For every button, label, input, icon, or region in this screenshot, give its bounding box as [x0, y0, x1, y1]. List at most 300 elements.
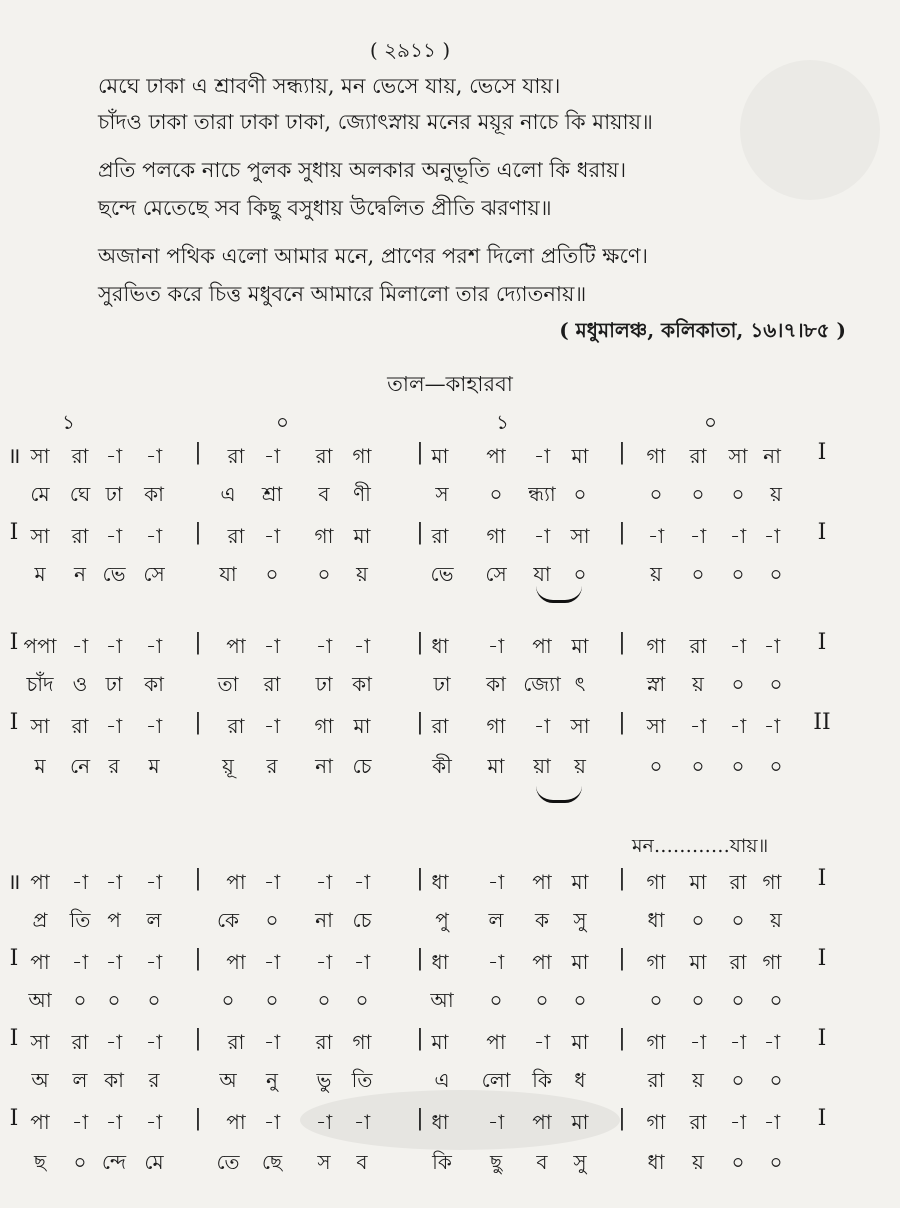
lyric-syllable: ০ — [221, 988, 235, 1012]
lyric-syllable: আ — [430, 988, 454, 1012]
lyric-syllable: ন্দে — [101, 1150, 127, 1174]
notation-row — [0, 1104, 900, 1142]
lyric-syllable: ভু — [316, 1068, 332, 1092]
swara-note: -া — [105, 634, 123, 658]
lyric-syllable: ব — [536, 1150, 548, 1174]
end-barline: I — [817, 946, 827, 971]
swara-note: রা — [227, 444, 245, 468]
barline: | — [194, 520, 202, 545]
swara-note: পা — [30, 870, 50, 894]
lyric-syllable: ০ — [769, 988, 783, 1012]
swara-note: -া — [689, 1030, 707, 1054]
lyric-syllable: আ — [28, 988, 52, 1012]
barline: | — [618, 946, 626, 971]
swara-note: -া — [729, 634, 747, 658]
swara-note: পা — [532, 870, 552, 894]
lyric-syllable: ০ — [731, 482, 745, 506]
lyric-syllable: ০ — [573, 988, 587, 1012]
end-barline: I — [817, 1106, 827, 1131]
swara-note: রা — [689, 634, 707, 658]
lyric-syllable: প — [107, 908, 121, 932]
swara-note: -া — [689, 714, 707, 738]
lyric-syllable: ঢা — [105, 482, 123, 506]
swara-note: -া — [105, 870, 123, 894]
start-barline: I — [9, 946, 19, 971]
lyric-line: চাঁদও ঢাকা তারা ঢাকা ঢাকা, জ্যোৎস্নায় মনের ময়ূর নাচে কি মায়ায়॥ — [98, 110, 653, 134]
swara-note: মা — [571, 1030, 589, 1054]
lyric-syllable: পু — [435, 908, 449, 932]
lyric-syllable: ন্ধ্যা — [528, 482, 556, 506]
lyric-syllable: তা — [217, 672, 239, 696]
end-barline: I — [817, 630, 827, 655]
swara-note: -া — [315, 870, 333, 894]
swara-note: -া — [263, 1110, 281, 1134]
barline: | — [194, 440, 202, 465]
swara-note: -া — [353, 870, 371, 894]
lyric-syllable: মে — [144, 1150, 164, 1174]
swara-note: গা — [352, 444, 372, 468]
swara-note: গা — [486, 524, 506, 548]
lyric-syllable: ০ — [691, 482, 705, 506]
lyric-syllable-row — [0, 1144, 900, 1182]
beat-marker: ১ — [496, 410, 509, 434]
lyric-syllable: এ — [220, 482, 236, 506]
taal-heading: তাল—কাহারবা — [387, 372, 513, 396]
lyric-syllable: র — [108, 754, 120, 778]
barline: | — [416, 710, 424, 735]
swara-note: -া — [71, 870, 89, 894]
swara-note: -া — [263, 950, 281, 974]
barline: | — [618, 710, 626, 735]
lyric-syllable: এ — [434, 1068, 450, 1092]
barline: | — [416, 866, 424, 891]
swara-note: মা — [689, 950, 707, 974]
lyric-syllable: ০ — [265, 908, 279, 932]
swara-note: গা — [486, 714, 506, 738]
swara-note: গা — [762, 950, 782, 974]
swara-note: -া — [353, 950, 371, 974]
swara-note: গা — [314, 714, 334, 738]
barline: | — [416, 440, 424, 465]
start-barline: ॥ — [7, 870, 21, 895]
lyric-syllable: ম — [34, 754, 46, 778]
lyric-syllable: ঢা — [105, 672, 123, 696]
barline: | — [618, 520, 626, 545]
lyric-syllable: ধা — [647, 1150, 665, 1174]
swara-note: সা — [570, 714, 590, 738]
lyric-syllable: স — [317, 1150, 331, 1174]
swara-note: রা — [729, 950, 747, 974]
swara-note: পা — [30, 950, 50, 974]
lyric-syllable: ০ — [147, 988, 161, 1012]
lyric-syllable: চে — [352, 754, 372, 778]
barline: | — [416, 1026, 424, 1051]
swara-note: -া — [105, 524, 123, 548]
lyric-syllable: য়ূ — [222, 754, 234, 778]
swara-note: গা — [314, 524, 334, 548]
lyric-syllable: কী — [432, 754, 452, 778]
swara-note: -া — [689, 524, 707, 548]
lyric-syllable: কা — [104, 1068, 124, 1092]
lyric-syllable: ০ — [573, 482, 587, 506]
beat-marker: ০ — [704, 410, 718, 434]
lyric-syllable: ভে — [430, 562, 454, 586]
swara-note: -া — [729, 714, 747, 738]
lyric-syllable: ০ — [731, 672, 745, 696]
lyric-line: অজানা পথিক এলো আমার মনে, প্রাণের পরশ দিলো প্রতিটি ক্ষণে। — [98, 244, 649, 268]
lyric-syllable: ব — [318, 482, 330, 506]
lyric-line: প্রতি পলকে নাচে পুলক সুধায় অলকার অনুভূতি এলো কি ধরায়। — [98, 158, 627, 182]
lyric-syllable: ০ — [489, 988, 503, 1012]
lyric-syllable: ল — [488, 908, 504, 932]
lyric-syllable: ০ — [355, 988, 369, 1012]
swara-note: সা — [30, 1030, 50, 1054]
swara-note: -া — [263, 714, 281, 738]
start-barline: ॥ — [7, 444, 21, 469]
lyric-syllable: ল — [72, 1068, 88, 1092]
lyric-syllable: ম — [148, 754, 160, 778]
swara-note: -া — [263, 634, 281, 658]
barline: | — [416, 520, 424, 545]
lyric-syllable: ০ — [649, 754, 663, 778]
barline: | — [416, 946, 424, 971]
swara-note: -া — [353, 1110, 371, 1134]
lyric-syllable: ০ — [731, 754, 745, 778]
lyric-syllable: স — [435, 482, 449, 506]
lyric-syllable: ০ — [107, 988, 121, 1012]
lyric-syllable: ০ — [649, 988, 663, 1012]
lyric-syllable: ঢা — [315, 672, 333, 696]
lyric-syllable: কা — [486, 672, 506, 696]
lyric-syllable: ঘে — [69, 482, 91, 506]
lyric-syllable: রা — [263, 672, 281, 696]
lyric-syllable-row — [0, 982, 900, 1020]
lyric-syllable: কা — [352, 672, 372, 696]
lyric-syllable: য় — [692, 1068, 704, 1092]
swara-note: ধা — [431, 870, 449, 894]
swara-note: সা — [30, 524, 50, 548]
lyric-syllable: ০ — [769, 562, 783, 586]
lyric-syllable-row — [0, 666, 900, 704]
swara-note: পা — [532, 634, 552, 658]
swara-note: -া — [145, 950, 163, 974]
lyric-syllable: ০ — [573, 562, 587, 586]
start-barline: I — [9, 710, 19, 735]
lyric-syllable: সু — [573, 1150, 587, 1174]
swara-note: ধা — [431, 950, 449, 974]
swara-note: গা — [646, 1030, 666, 1054]
lyric-syllable: যা — [219, 562, 237, 586]
swara-note: -া — [105, 1030, 123, 1054]
lyric-syllable: য় — [692, 1150, 704, 1174]
swara-note: গা — [646, 950, 666, 974]
barline: | — [194, 1106, 202, 1131]
end-barline: I — [817, 1026, 827, 1051]
swara-note: -া — [763, 634, 781, 658]
swara-note: রা — [227, 714, 245, 738]
swara-note: রা — [431, 524, 449, 548]
lyric-syllable: য় — [356, 562, 368, 586]
swara-note: মা — [353, 524, 371, 548]
swara-note: -া — [105, 1110, 123, 1134]
lyric-syllable: য়া — [533, 754, 551, 778]
swara-note: মা — [571, 1110, 589, 1134]
swara-note: গা — [646, 634, 666, 658]
barline: | — [618, 1106, 626, 1131]
lyric-syllable: ০ — [691, 754, 705, 778]
lyric-syllable: ভে — [102, 562, 126, 586]
lyric-syllable: স্না — [646, 672, 666, 696]
swara-note: গা — [646, 1110, 666, 1134]
swara-note: -া — [263, 1030, 281, 1054]
swara-note: পা — [532, 950, 552, 974]
lyric-syllable: ০ — [769, 672, 783, 696]
lyric-syllable: ব — [356, 1150, 368, 1174]
lyric-syllable: ০ — [489, 482, 503, 506]
swara-note: -া — [729, 1030, 747, 1054]
swara-note: -া — [71, 634, 89, 658]
swara-note: -া — [763, 524, 781, 548]
lyric-syllable: ০ — [769, 1150, 783, 1174]
lyric-syllable: তে — [216, 1150, 240, 1174]
swara-note: -া — [263, 444, 281, 468]
swara-note: মা — [571, 634, 589, 658]
lyric-syllable: মা — [487, 754, 505, 778]
lyric-syllable: সে — [485, 562, 507, 586]
swara-note: মা — [431, 1030, 449, 1054]
swara-note: রা — [315, 1030, 333, 1054]
swara-note: -া — [145, 444, 163, 468]
swara-note: মা — [353, 714, 371, 738]
swara-note: পা — [226, 950, 246, 974]
swara-note: -া — [353, 634, 371, 658]
swara-note: -া — [105, 714, 123, 738]
start-barline: I — [9, 520, 19, 545]
swara-note: রা — [689, 444, 707, 468]
barline: | — [416, 1106, 424, 1131]
lyric-syllable: ০ — [769, 754, 783, 778]
lyric-syllable: ০ — [731, 988, 745, 1012]
page-number: ( ২৯১১ ) — [369, 38, 451, 62]
swara-note: রা — [227, 524, 245, 548]
lyric-syllable: ৎ — [574, 672, 586, 696]
lyric-syllable: ন — [74, 562, 86, 586]
swara-note: -া — [533, 524, 551, 548]
lyric-syllable: সে — [143, 562, 165, 586]
swara-note: -া — [145, 1110, 163, 1134]
lyric-syllable: লো — [481, 1068, 511, 1092]
lyric-syllable: ০ — [265, 988, 279, 1012]
lyric-syllable: য় — [770, 908, 782, 932]
swara-note: সা — [30, 714, 50, 738]
barline: | — [194, 630, 202, 655]
swara-note: পা — [30, 1110, 50, 1134]
swara-note: -া — [71, 1110, 89, 1134]
swara-note: -া — [763, 1030, 781, 1054]
barline: | — [194, 710, 202, 735]
swara-note: পা — [486, 1030, 506, 1054]
swara-note: রা — [689, 1110, 707, 1134]
lyric-syllable: ধ — [574, 1068, 586, 1092]
barline: | — [618, 1026, 626, 1051]
swara-note: পা — [226, 1110, 246, 1134]
swara-note: -া — [145, 1030, 163, 1054]
lyric-syllable: নে — [69, 754, 91, 778]
lyric-line: মেঘে ঢাকা এ শ্রাবণী সন্ধ্যায়, মন ভেসে যায়, ভেসে যায়। — [98, 74, 561, 98]
barline: | — [194, 1026, 202, 1051]
barline: | — [416, 630, 424, 655]
swara-note: মা — [689, 870, 707, 894]
lyric-syllable: ক — [535, 908, 549, 932]
lyric-syllable-row — [0, 748, 900, 786]
lyric-syllable-row — [0, 1062, 900, 1100]
barline: | — [618, 440, 626, 465]
lyric-syllable: চে — [352, 908, 372, 932]
end-barline: I — [817, 866, 827, 891]
swara-note: -া — [533, 714, 551, 738]
lyric-syllable: য় — [770, 482, 782, 506]
swara-note: পা — [226, 634, 246, 658]
swara-note: -া — [729, 524, 747, 548]
slur-mark — [536, 586, 582, 603]
barline: | — [194, 946, 202, 971]
swara-note: গা — [646, 870, 666, 894]
lyric-syllable: য় — [574, 754, 586, 778]
lyric-syllable: ০ — [73, 1150, 87, 1174]
lyric-syllable: ০ — [535, 988, 549, 1012]
lyric-syllable: ০ — [317, 562, 331, 586]
swara-note: রা — [71, 444, 89, 468]
lyric-syllable: না — [315, 754, 333, 778]
lyric-syllable: রা — [647, 1068, 665, 1092]
end-barline: I — [817, 440, 827, 465]
lyric-syllable: ছু — [489, 1150, 503, 1174]
lyric-line: সুরভিত করে চিত্ত মধুবনে আমারে মিলালো তার দ্যোতনায়॥ — [98, 282, 587, 306]
swara-note: -া — [487, 870, 505, 894]
swara-note: -া — [105, 950, 123, 974]
swara-note: না — [763, 444, 781, 468]
swara-note: পপা — [23, 634, 57, 658]
start-barline: I — [9, 1026, 19, 1051]
lyric-syllable: ছে — [261, 1150, 283, 1174]
lyric-syllable: ণী — [353, 482, 371, 506]
lyric-syllable: ০ — [731, 562, 745, 586]
swara-note: ধা — [431, 634, 449, 658]
lyric-syllable: ০ — [731, 1068, 745, 1092]
lyric-syllable-row — [0, 476, 900, 514]
swara-note: পা — [486, 444, 506, 468]
swara-note: -া — [533, 1030, 551, 1054]
swara-note: সা — [646, 714, 666, 738]
lyric-syllable-row — [0, 902, 900, 940]
swara-note: -া — [763, 714, 781, 738]
lyric-syllable: কা — [144, 672, 164, 696]
swara-note: মা — [431, 444, 449, 468]
lyric-syllable: জ্যো — [523, 672, 561, 696]
swara-note: -া — [487, 1110, 505, 1134]
lyric-syllable: ০ — [769, 1068, 783, 1092]
lyric-syllable: ০ — [691, 562, 705, 586]
lyric-syllable: ও — [72, 672, 88, 696]
lyric-syllable: যা — [533, 562, 551, 586]
start-barline: I — [9, 1106, 19, 1131]
swara-note: রা — [71, 1030, 89, 1054]
source-citation: ( মধুমালঞ্চ, কলিকাতা, ১৬।৭।৮৫ ) — [559, 318, 846, 342]
swara-note: রা — [71, 524, 89, 548]
swara-note: -া — [729, 1110, 747, 1134]
swara-note: সা — [570, 524, 590, 548]
lyric-syllable: চাঁদ — [26, 672, 54, 696]
lyric-syllable: কে — [216, 908, 240, 932]
lyric-syllable: ০ — [317, 988, 331, 1012]
barline: | — [618, 866, 626, 891]
lyric-syllable: র — [266, 754, 278, 778]
lyric-syllable: শ্রা — [261, 482, 283, 506]
lyric-syllable: ০ — [649, 482, 663, 506]
lyric-syllable: ঢা — [433, 672, 451, 696]
swara-note: মা — [571, 950, 589, 974]
notation-row — [0, 1024, 900, 1062]
swara-note: পা — [226, 870, 246, 894]
swara-note: -া — [145, 870, 163, 894]
lyric-syllable: ০ — [731, 908, 745, 932]
lyric-syllable: ০ — [731, 1150, 745, 1174]
beat-marker: ১ — [62, 410, 75, 434]
lyric-syllable: কা — [144, 482, 164, 506]
slur-mark — [536, 786, 582, 803]
lyric-syllable: ০ — [265, 562, 279, 586]
notation-row — [0, 628, 900, 666]
swara-note: -া — [263, 870, 281, 894]
swara-note: -া — [315, 1110, 333, 1134]
swara-note: -া — [315, 634, 333, 658]
lyric-syllable: সু — [573, 908, 587, 932]
swara-note: -া — [487, 634, 505, 658]
refrain-note: মন…………যায়॥ — [632, 835, 769, 857]
swara-note: গা — [646, 444, 666, 468]
swara-note: মা — [571, 444, 589, 468]
lyric-syllable: ছ — [33, 1150, 47, 1174]
swara-note: -া — [763, 1110, 781, 1134]
swara-note: -া — [533, 444, 551, 468]
swara-note: -া — [487, 950, 505, 974]
beat-marker: ০ — [276, 410, 290, 434]
swara-note: রা — [729, 870, 747, 894]
lyric-syllable: ল — [146, 908, 162, 932]
swara-note: -া — [647, 524, 665, 548]
swara-note: গা — [762, 870, 782, 894]
lyric-syllable-row — [0, 556, 900, 594]
lyric-syllable: য় — [692, 672, 704, 696]
start-barline: I — [9, 630, 19, 655]
notation-row — [0, 438, 900, 476]
swara-note: -া — [263, 524, 281, 548]
swara-note: -া — [145, 714, 163, 738]
lyric-line: ছন্দে মেতেছে সব কিছু বসুধায় উদ্বেলিত প্রীতি ঝরণায়॥ — [98, 196, 552, 220]
notation-row — [0, 518, 900, 556]
swara-note: সা — [30, 444, 50, 468]
lyric-syllable: মে — [30, 482, 50, 506]
lyric-syllable: অ — [219, 1068, 237, 1092]
end-barline: II — [813, 710, 831, 735]
swara-note: -া — [315, 950, 333, 974]
lyric-syllable: না — [315, 908, 333, 932]
swara-note: -া — [145, 524, 163, 548]
lyric-syllable: ম — [34, 562, 46, 586]
lyric-syllable: নু — [266, 1068, 278, 1092]
swara-note: রা — [315, 444, 333, 468]
lyric-syllable: ০ — [691, 988, 705, 1012]
